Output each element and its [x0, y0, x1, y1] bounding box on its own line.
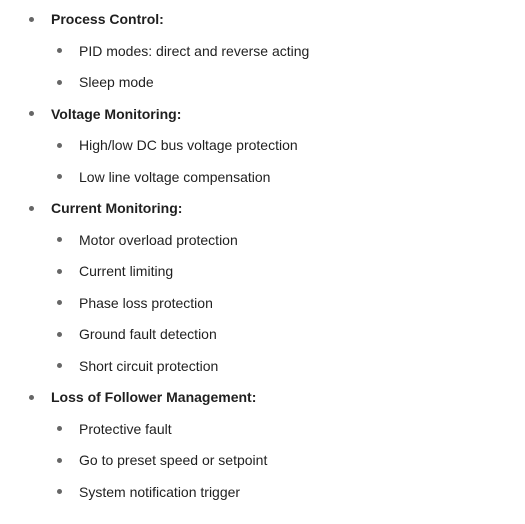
list-item	[0, 36, 525, 68]
bullet-icon	[57, 458, 62, 463]
list-item-text: Motor overload protection	[79, 231, 238, 248]
section-loss-of-follower	[0, 382, 525, 508]
list-item	[0, 225, 525, 257]
section-heading-text: Voltage Monitoring:	[51, 105, 182, 122]
bullet-icon	[29, 206, 34, 211]
list-item-text: PID modes: direct and reverse acting	[79, 42, 310, 59]
list-item-text: Short circuit protection	[79, 357, 219, 374]
bullet-icon	[29, 395, 34, 400]
section-heading	[0, 193, 525, 225]
section-voltage-monitoring	[0, 99, 525, 194]
bullet-icon	[57, 143, 62, 148]
list-item-text: Protective fault	[79, 420, 172, 437]
list-item-text: Low line voltage compensation	[79, 168, 271, 185]
section-process-control	[0, 4, 525, 99]
list-item-text: Current limiting	[79, 263, 174, 279]
list-item-text: System notification trigger	[79, 483, 241, 500]
bullet-icon	[57, 269, 62, 274]
section-heading-text: Process Control:	[51, 11, 164, 27]
bullet-icon	[57, 237, 62, 242]
list-item	[0, 256, 525, 288]
bullet-icon	[57, 363, 62, 368]
list-item	[0, 414, 525, 446]
section-heading	[0, 4, 525, 36]
list-item-text: Phase loss protection	[79, 294, 213, 311]
section-heading	[0, 99, 525, 131]
bullet-icon	[57, 426, 62, 431]
section-current-monitoring	[0, 193, 525, 382]
list-item-text: Sleep mode	[79, 74, 154, 90]
bullet-icon	[57, 332, 62, 337]
section-heading	[0, 382, 525, 414]
list-item-text: High/low DC bus voltage protection	[79, 137, 298, 153]
list-item-text: Ground fault detection	[79, 326, 217, 342]
list-item	[0, 288, 525, 320]
list-item	[0, 319, 525, 351]
bullet-icon	[29, 17, 34, 22]
bullet-icon	[29, 111, 34, 116]
list-item	[0, 477, 525, 509]
bullet-icon	[57, 300, 62, 305]
bullet-icon	[57, 80, 62, 85]
bullet-icon	[57, 48, 62, 53]
list-item	[0, 67, 525, 99]
bullet-icon	[57, 174, 62, 179]
list-item	[0, 351, 525, 383]
section-heading-text: Loss of Follower Management:	[51, 389, 257, 405]
list-item	[0, 162, 525, 194]
section-heading-text: Current Monitoring:	[51, 200, 183, 216]
list-item	[0, 130, 525, 162]
bullet-icon	[57, 489, 62, 494]
list-item-text: Go to preset speed or setpoint	[79, 452, 268, 468]
list-item	[0, 445, 525, 477]
